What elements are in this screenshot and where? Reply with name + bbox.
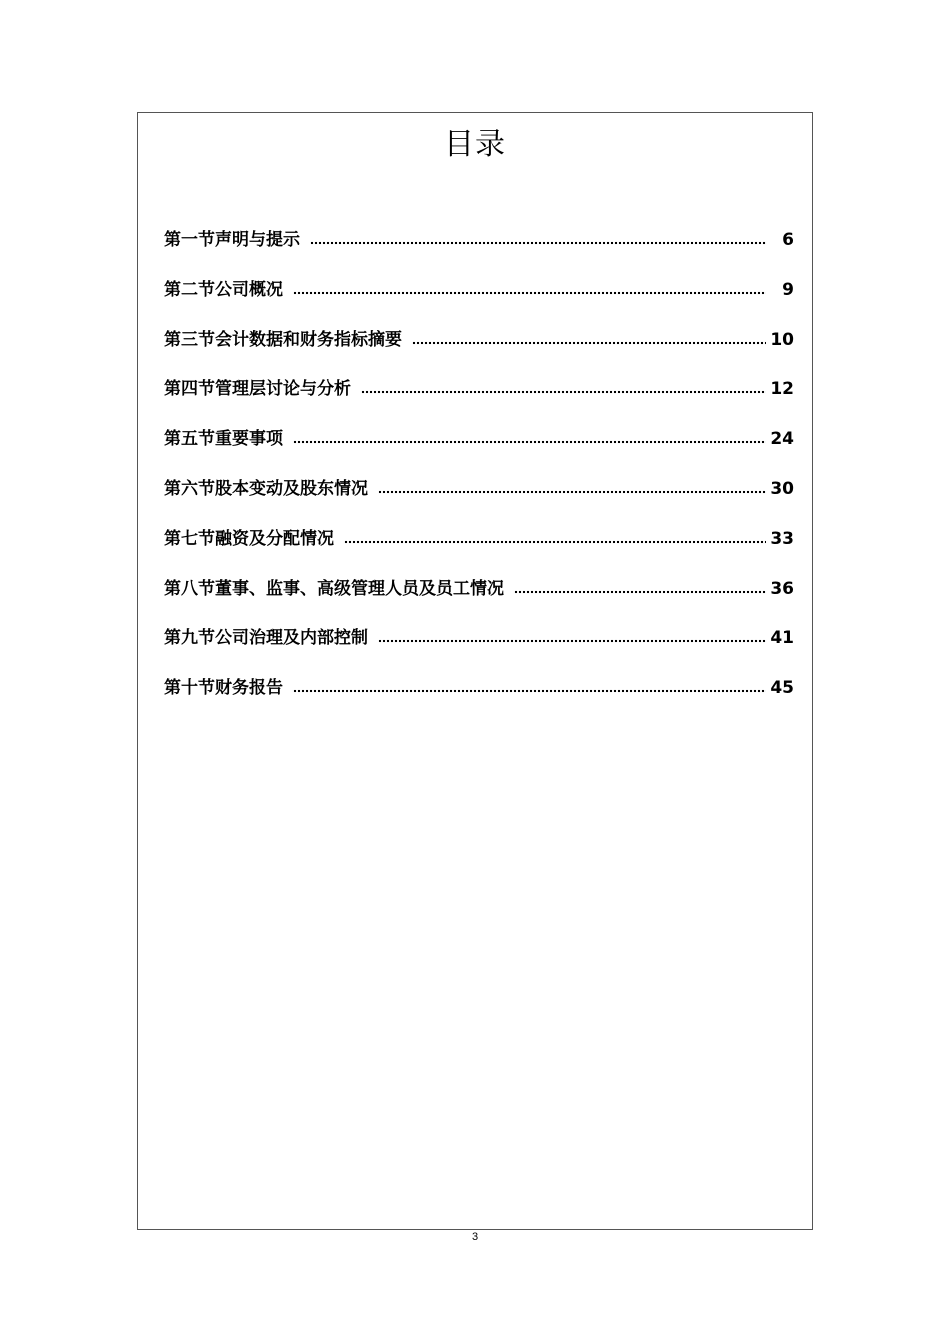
- toc-entry-7[interactable]: [164, 524, 794, 574]
- toc-entry-4[interactable]: [164, 374, 794, 424]
- toc-entry-label: 第九节公司治理及内部控制: [164, 628, 368, 649]
- toc-frame: [137, 112, 813, 1230]
- toc-title: 目录: [444, 127, 506, 162]
- toc-entry-page: 12: [770, 379, 794, 400]
- toc-entry-label: 第六节股本变动及股东情况: [164, 478, 368, 499]
- toc-dot-leader: [293, 277, 766, 297]
- toc-entry-page: 9: [782, 279, 794, 300]
- toc-entry-3[interactable]: [164, 325, 794, 375]
- toc-entry-label: 第四节管理层讨论与分析: [164, 379, 351, 400]
- page-number: 3: [471, 1231, 479, 1243]
- toc-entry-label: 第二节公司概况: [164, 279, 283, 300]
- toc-dot-leader: [378, 476, 766, 496]
- toc-entry-page: 45: [770, 678, 794, 699]
- toc-entry-label: 第三节会计数据和财务指标摘要: [164, 329, 402, 350]
- toc-entry-8[interactable]: [164, 574, 794, 624]
- toc-dot-leader: [293, 426, 766, 446]
- toc-entry-label: 第一节声明与提示: [164, 230, 300, 250]
- toc-entry-label: 第十节财务报告: [164, 678, 283, 699]
- toc-entry-10[interactable]: [164, 673, 794, 723]
- toc-entry-6[interactable]: [164, 474, 794, 524]
- toc-entry-5[interactable]: [164, 424, 794, 474]
- toc-entry-page: 36: [770, 578, 794, 599]
- toc-entry-page: 30: [770, 478, 794, 499]
- toc-dot-leader: [412, 327, 766, 347]
- toc-entry-page: 41: [770, 628, 794, 649]
- toc-entry-label: 第五节重要事项: [164, 429, 283, 450]
- toc-dot-leader: [378, 625, 766, 645]
- toc-dot-leader: [344, 526, 766, 546]
- toc-entry-page: 10: [770, 329, 794, 350]
- toc-dot-leader: [310, 227, 766, 247]
- toc-dot-leader: [514, 576, 766, 596]
- toc-dot-leader: [361, 376, 766, 396]
- toc-entry-2[interactable]: [164, 275, 794, 325]
- toc-entry-page: 33: [770, 528, 794, 549]
- toc-entry-9[interactable]: [164, 623, 794, 673]
- toc-entry-1[interactable]: [164, 225, 794, 275]
- toc-entry-label: 第八节董事、监事、高级管理人员及员工情况: [164, 578, 504, 599]
- toc-entry-label: 第七节融资及分配情况: [164, 528, 334, 549]
- toc-entry-page: 24: [770, 429, 794, 450]
- toc-entry-page: 6: [782, 230, 794, 250]
- toc-list: [164, 225, 794, 723]
- toc-dot-leader: [293, 675, 766, 695]
